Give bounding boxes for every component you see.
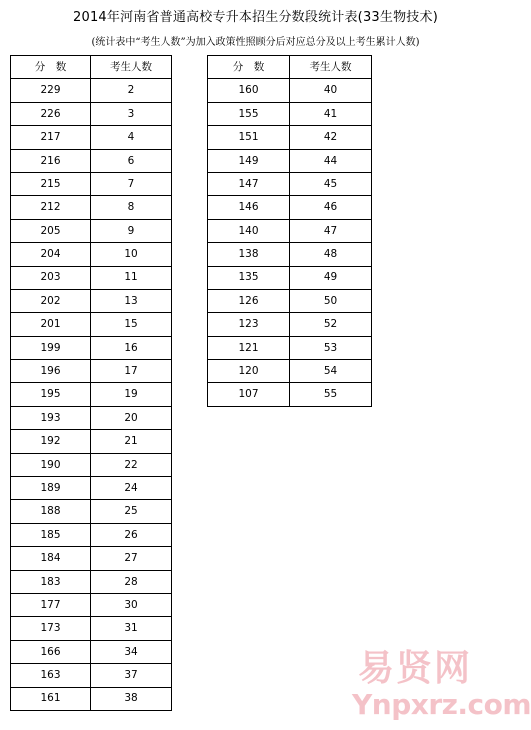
score-cell: 135: [208, 266, 290, 289]
score-cell: 185: [11, 523, 91, 546]
table-row: [11, 196, 172, 219]
table-row: [11, 664, 172, 687]
table-row: [11, 149, 172, 172]
table-body-left: [11, 79, 172, 711]
table-row: [208, 313, 372, 336]
count-cell: 2: [91, 79, 172, 102]
score-cell: 188: [11, 500, 91, 523]
count-cell: 28: [91, 570, 172, 593]
count-cell: 3: [91, 102, 172, 125]
count-cell: 41: [290, 102, 372, 125]
score-cell: 151: [208, 126, 290, 149]
score-cell: 123: [208, 313, 290, 336]
table-row: [11, 289, 172, 312]
table-header-row: [11, 56, 172, 79]
count-cell: 46: [290, 196, 372, 219]
table-row: [11, 243, 172, 266]
count-cell: 21: [91, 430, 172, 453]
count-cell: 8: [91, 196, 172, 219]
count-cell: 19: [91, 383, 172, 406]
table-row: [208, 383, 372, 406]
table-row: [11, 79, 172, 102]
table-row: [208, 266, 372, 289]
table-row: [11, 547, 172, 570]
score-cell: 161: [11, 687, 91, 710]
score-cell: 177: [11, 593, 91, 616]
count-cell: 50: [290, 289, 372, 312]
score-cell: 166: [11, 640, 91, 663]
score-cell: 147: [208, 172, 290, 195]
table-row: [208, 126, 372, 149]
score-cell: 146: [208, 196, 290, 219]
score-cell: 183: [11, 570, 91, 593]
table-row: [208, 336, 372, 359]
table-row: [11, 500, 172, 523]
table-row: [11, 406, 172, 429]
table-row: [11, 360, 172, 383]
score-cell: 140: [208, 219, 290, 242]
header-count: 考生人数: [91, 56, 172, 79]
table-row: [208, 172, 372, 195]
score-table-right: [207, 55, 372, 407]
table-row: [208, 102, 372, 125]
count-cell: 25: [91, 500, 172, 523]
table-row: [11, 266, 172, 289]
table-row: [208, 219, 372, 242]
table-row: [208, 79, 372, 102]
table-row: [11, 477, 172, 500]
table-row: [11, 617, 172, 640]
score-table-left: [10, 55, 172, 711]
table-row: [11, 383, 172, 406]
score-cell: 203: [11, 266, 91, 289]
table-row: [11, 172, 172, 195]
count-cell: 24: [91, 477, 172, 500]
watermark-cn-text: 易贤网: [358, 648, 473, 689]
count-cell: 10: [91, 243, 172, 266]
table-row: [11, 336, 172, 359]
table-row: [11, 593, 172, 616]
table-row: [11, 570, 172, 593]
score-cell: 215: [11, 172, 91, 195]
score-cell: 193: [11, 406, 91, 429]
score-cell: 190: [11, 453, 91, 476]
watermark-en-text: Ynpxrz.com: [352, 688, 531, 721]
count-cell: 52: [290, 313, 372, 336]
count-cell: 40: [290, 79, 372, 102]
score-cell: 199: [11, 336, 91, 359]
score-cell: 229: [11, 79, 91, 102]
table-row: [11, 687, 172, 710]
count-cell: 48: [290, 243, 372, 266]
table-row: [11, 453, 172, 476]
score-cell: 120: [208, 360, 290, 383]
count-cell: 7: [91, 172, 172, 195]
table-note: (统计表中“考生人数”为加入政策性照顾分后对应总分及以上考生累计人数): [91, 37, 420, 48]
score-cell: 212: [11, 196, 91, 219]
score-cell: 201: [11, 313, 91, 336]
count-cell: 45: [290, 172, 372, 195]
table-row: [11, 219, 172, 242]
score-cell: 217: [11, 126, 91, 149]
count-cell: 31: [91, 617, 172, 640]
count-cell: 42: [290, 126, 372, 149]
count-cell: 49: [290, 266, 372, 289]
table-row: [208, 360, 372, 383]
table-row: [208, 196, 372, 219]
header-score: 分 数: [11, 56, 91, 79]
table-row: [11, 523, 172, 546]
count-cell: 26: [91, 523, 172, 546]
score-cell: 107: [208, 383, 290, 406]
count-cell: 9: [91, 219, 172, 242]
count-cell: 37: [91, 664, 172, 687]
page-title: 2014年河南省普通高校专升本招生分数段统计表(33生物技术): [73, 10, 438, 25]
score-cell: 121: [208, 336, 290, 359]
count-cell: 44: [290, 149, 372, 172]
count-cell: 30: [91, 593, 172, 616]
score-cell: 195: [11, 383, 91, 406]
table-body-right: [208, 79, 372, 406]
score-cell: 216: [11, 149, 91, 172]
count-cell: 20: [91, 406, 172, 429]
score-cell: 126: [208, 289, 290, 312]
table-row: [11, 126, 172, 149]
table-row: [11, 430, 172, 453]
table-row: [11, 640, 172, 663]
table-row: [208, 149, 372, 172]
count-cell: 6: [91, 149, 172, 172]
score-cell: 192: [11, 430, 91, 453]
count-cell: 22: [91, 453, 172, 476]
count-cell: 13: [91, 289, 172, 312]
score-cell: 202: [11, 289, 91, 312]
count-cell: 55: [290, 383, 372, 406]
table-row: [208, 289, 372, 312]
score-cell: 173: [11, 617, 91, 640]
count-cell: 4: [91, 126, 172, 149]
table-row: [11, 313, 172, 336]
score-cell: 226: [11, 102, 91, 125]
count-cell: 54: [290, 360, 372, 383]
count-cell: 47: [290, 219, 372, 242]
score-cell: 189: [11, 477, 91, 500]
score-cell: 184: [11, 547, 91, 570]
score-cell: 160: [208, 79, 290, 102]
header-score: 分 数: [208, 56, 290, 79]
watermark-logo: [350, 640, 531, 728]
count-cell: 38: [91, 687, 172, 710]
score-cell: 196: [11, 360, 91, 383]
score-cell: 205: [11, 219, 91, 242]
score-cell: 149: [208, 149, 290, 172]
count-cell: 11: [91, 266, 172, 289]
count-cell: 27: [91, 547, 172, 570]
count-cell: 34: [91, 640, 172, 663]
score-cell: 155: [208, 102, 290, 125]
count-cell: 15: [91, 313, 172, 336]
count-cell: 17: [91, 360, 172, 383]
score-cell: 138: [208, 243, 290, 266]
table-row: [208, 243, 372, 266]
header-count: 考生人数: [290, 56, 372, 79]
score-cell: 204: [11, 243, 91, 266]
count-cell: 16: [91, 336, 172, 359]
table-row: [11, 102, 172, 125]
count-cell: 53: [290, 336, 372, 359]
table-header-row: [208, 56, 372, 79]
score-cell: 163: [11, 664, 91, 687]
